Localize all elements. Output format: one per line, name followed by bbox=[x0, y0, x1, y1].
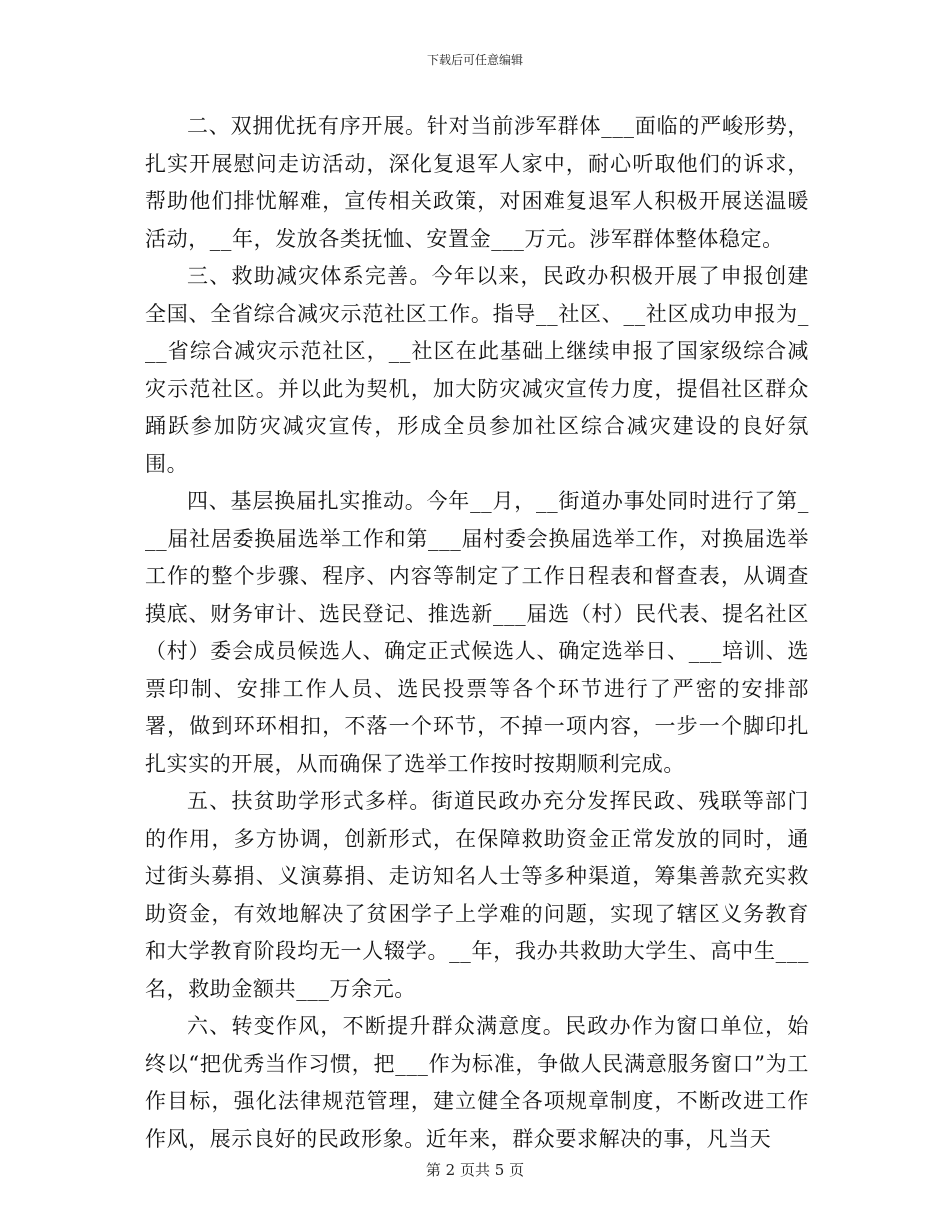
paragraph-shuangyong: 二、双拥优抚有序开展。针对当前涉军群体___面临的严峻形势，扎实开展慰问走访活动，深化复退军人家中，耐心听取他们的诉求，帮助他们排忧解难，宣传相关政策，对困难复退军人积极开展送温暖活动，__年，发放各类抚恤、安置金___万元。涉军群体整体稳定。 bbox=[145, 114, 809, 251]
page-number: 第 2 页共 5 页 bbox=[425, 1161, 525, 1179]
page-header: 下载后可任意编辑 bbox=[426, 53, 523, 67]
paragraph-jiuzhu-jianzai: 三、救助减灾体系完善。今年以来，民政办积极开展了申报创建全国、全省综合减灾示范社区工作。指导__社区、__社区成功申报为___省综合减灾示范社区，__社区在此基础上继续申报了国家级综合减灾示范社区。并以此为契机，加大防灾减灾宣传力度，提倡社区群众踊跃参加防灾减灾宣传，形成全员参加社区综合减灾建设的良好氛围。 bbox=[145, 264, 809, 476]
paragraph-jiceng-huanjie: 四、基层换届扎实推动。今年__月，__街道办事处同时进行了第___届社居委换届选举工作和第___届村委会换届选举工作，对换届选举工作的整个步骤、程序、内容等制定了工作日程表和督查表，从调查摸底、财务审计、选民登记、推选新___届选（村）民代表、提名社区（村）委会成员候选人、确定正式候选人、确定选举日、___培训、选票印制、安排工作人员、选民投票等各个环节进行了严密的安排部署，做到环环相扣，不落一个环节，不掉一项内容，一步一个脚印扎扎实实的开展，从而确保了选举工作按时按期顺利完成。 bbox=[145, 489, 809, 776]
document-body bbox=[145, 108, 809, 1158]
paragraph-fupin-zhuxue: 五、扶贫助学形式多样。街道民政办充分发挥民政、残联等部门的作用，多方协调，创新形式，在保障救助资金正常发放的同时，通过街头募捐、义演募捐、走访知名人士等多种渠道，筹集善款充实救助资金，有效地解决了贫困学子上学难的问题，实现了辖区义务教育和大学教育阶段均无一人辍学。__年，我办共救助大学生、高中生___名，救助金额共___万余元。 bbox=[145, 789, 809, 1001]
paragraph-zhuanbian-zuofeng: 六、转变作风，不断提升群众满意度。民政办作为窗口单位，始终以“把优秀当作习惯，把___作为标准，争做人民满意服务窗口”为工作目标，强化法律规范管理，建立健全各项规章制度，不断改进工作作风，展示良好的民政形象。近年来，群众要求解决的事，凡当天 bbox=[145, 1014, 809, 1151]
